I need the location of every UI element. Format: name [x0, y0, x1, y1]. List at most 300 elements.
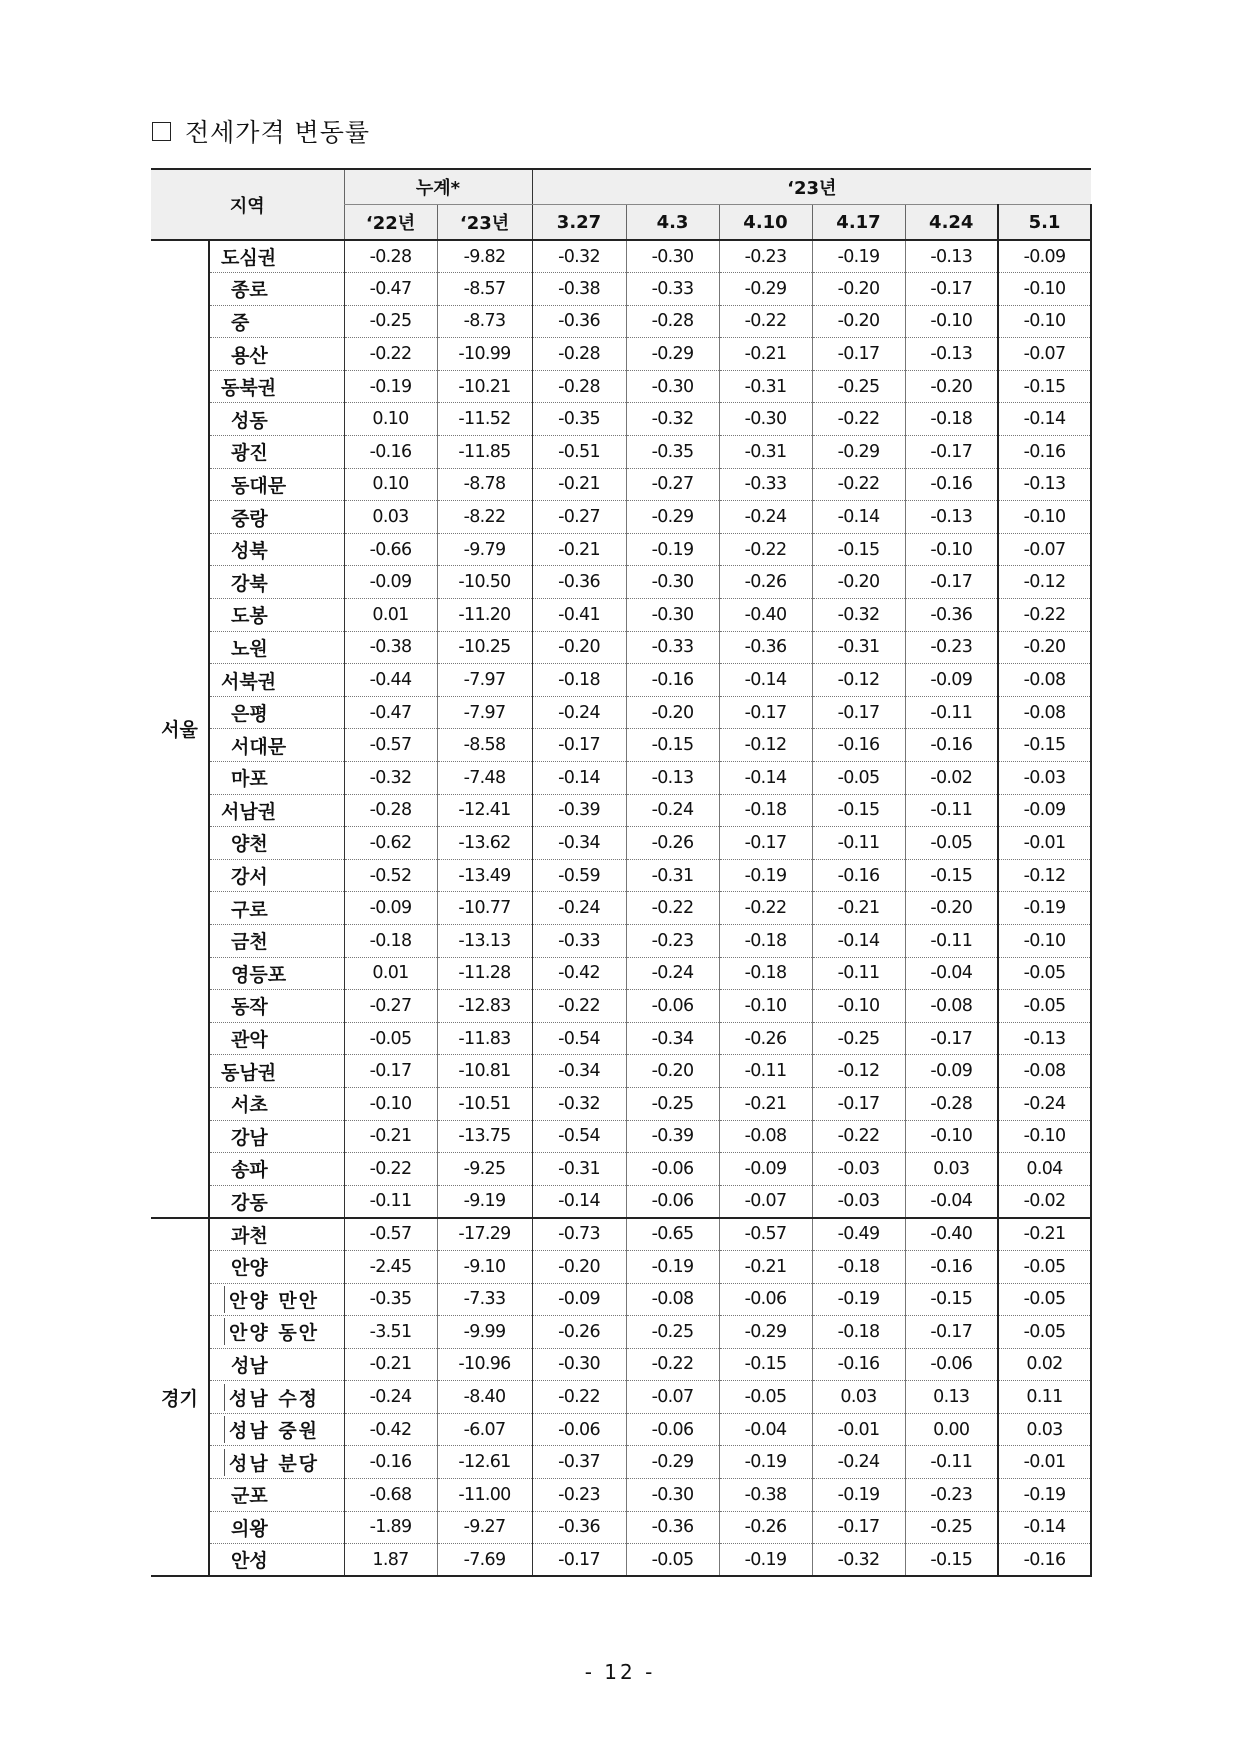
- header-week: 4.17: [812, 205, 905, 241]
- value-cell: -0.26: [719, 1511, 812, 1544]
- value-cell: -0.08: [626, 1283, 719, 1316]
- table-row: [151, 403, 1091, 436]
- value-cell: -0.33: [626, 631, 719, 664]
- value-cell: -7.69: [437, 1544, 532, 1577]
- value-cell: -0.05: [998, 957, 1091, 990]
- value-cell: -9.10: [437, 1250, 532, 1283]
- table-row: [151, 501, 1091, 534]
- region-name: 안성: [231, 1550, 268, 1573]
- value-cell: -0.17: [344, 1055, 437, 1088]
- value-cell: -0.17: [905, 273, 998, 306]
- value-cell: -0.33: [719, 468, 812, 501]
- region-name: 종로: [231, 279, 268, 302]
- region-name: 구로: [231, 898, 268, 921]
- region-name-cell: [209, 1250, 344, 1283]
- value-cell: -0.21: [719, 1087, 812, 1120]
- value-cell: -9.82: [437, 240, 532, 273]
- value-cell: -8.78: [437, 468, 532, 501]
- value-cell: 0.01: [344, 599, 437, 632]
- table-row: [151, 1511, 1091, 1544]
- value-cell: -0.17: [812, 1087, 905, 1120]
- table-row: [151, 1413, 1091, 1446]
- value-cell: -0.20: [532, 631, 626, 664]
- value-cell: -0.11: [812, 957, 905, 990]
- value-cell: -0.06: [905, 1348, 998, 1381]
- region-name-cell: [209, 1022, 344, 1055]
- region-name-cell: [209, 403, 344, 436]
- table-row: [151, 1283, 1091, 1316]
- value-cell: -9.19: [437, 1185, 532, 1218]
- region-name: 노원: [231, 637, 268, 660]
- header-week: 3.27: [532, 205, 626, 241]
- value-cell: -10.81: [437, 1055, 532, 1088]
- region-name-cell: [209, 436, 344, 469]
- value-cell: -0.13: [626, 762, 719, 795]
- value-cell: -17.29: [437, 1218, 532, 1251]
- value-cell: -0.23: [626, 924, 719, 957]
- value-cell: -0.11: [905, 1446, 998, 1479]
- value-cell: -0.62: [344, 827, 437, 860]
- value-cell: -0.13: [998, 1022, 1091, 1055]
- value-cell: -10.96: [437, 1348, 532, 1381]
- value-cell: -0.32: [812, 1544, 905, 1577]
- region-name: 중랑: [231, 507, 268, 530]
- value-cell: -0.31: [719, 436, 812, 469]
- value-cell: -9.79: [437, 533, 532, 566]
- value-cell: -0.42: [532, 957, 626, 990]
- value-cell: -0.24: [626, 957, 719, 990]
- header-region: 지역: [151, 169, 344, 240]
- value-cell: -0.23: [532, 1479, 626, 1512]
- value-cell: 0.03: [905, 1153, 998, 1186]
- value-cell: -0.14: [719, 762, 812, 795]
- value-cell: -0.12: [998, 566, 1091, 599]
- value-cell: -0.30: [626, 599, 719, 632]
- value-cell: -0.21: [344, 1120, 437, 1153]
- table-row: [151, 436, 1091, 469]
- region-name-cell: [209, 892, 344, 925]
- value-cell: 0.10: [344, 468, 437, 501]
- value-cell: -2.45: [344, 1250, 437, 1283]
- region-name: 안양: [231, 1257, 268, 1280]
- value-cell: -0.35: [532, 403, 626, 436]
- value-cell: -0.04: [905, 1185, 998, 1218]
- value-cell: -0.16: [626, 664, 719, 697]
- region-name-cell: [209, 827, 344, 860]
- value-cell: -0.09: [344, 892, 437, 925]
- value-cell: -0.25: [812, 370, 905, 403]
- table-row: [151, 566, 1091, 599]
- value-cell: -0.10: [344, 1087, 437, 1120]
- value-cell: -0.19: [812, 1283, 905, 1316]
- value-cell: -0.14: [532, 1185, 626, 1218]
- value-cell: -0.19: [626, 533, 719, 566]
- table-row: [151, 1544, 1091, 1577]
- value-cell: -0.38: [719, 1479, 812, 1512]
- value-cell: -13.62: [437, 827, 532, 860]
- value-cell: -0.21: [998, 1218, 1091, 1251]
- value-cell: -0.44: [344, 664, 437, 697]
- region-name: 강서: [231, 866, 268, 889]
- value-cell: 0.11: [998, 1381, 1091, 1414]
- value-cell: -0.16: [344, 436, 437, 469]
- value-cell: -0.34: [532, 827, 626, 860]
- table-row: [151, 859, 1091, 892]
- value-cell: -0.22: [626, 892, 719, 925]
- region-name-cell: [209, 370, 344, 403]
- region-name: 안양 만안: [224, 1286, 319, 1313]
- value-cell: -3.51: [344, 1316, 437, 1349]
- section-title: [152, 113, 370, 149]
- value-cell: -0.03: [998, 762, 1091, 795]
- value-cell: -0.30: [626, 240, 719, 273]
- value-cell: -0.11: [719, 1055, 812, 1088]
- value-cell: -0.21: [344, 1348, 437, 1381]
- value-cell: -0.68: [344, 1479, 437, 1512]
- value-cell: -0.18: [719, 924, 812, 957]
- value-cell: -0.04: [905, 957, 998, 990]
- value-cell: -0.32: [532, 1087, 626, 1120]
- region-name: 도봉: [231, 605, 268, 628]
- value-cell: -0.22: [719, 533, 812, 566]
- value-cell: -0.13: [905, 501, 998, 534]
- value-cell: -0.18: [719, 794, 812, 827]
- region-name-cell: [209, 599, 344, 632]
- region-name-cell: [209, 1511, 344, 1544]
- value-cell: -0.32: [626, 403, 719, 436]
- value-cell: -0.47: [344, 273, 437, 306]
- value-cell: -0.08: [719, 1120, 812, 1153]
- value-cell: -0.24: [719, 501, 812, 534]
- value-cell: -0.36: [532, 305, 626, 338]
- value-cell: -0.16: [812, 729, 905, 762]
- table-row: [151, 794, 1091, 827]
- region-name-cell: [209, 794, 344, 827]
- region-name-cell: [209, 859, 344, 892]
- table-row: [151, 1218, 1091, 1251]
- value-cell: -0.05: [998, 1316, 1091, 1349]
- value-cell: -11.00: [437, 1479, 532, 1512]
- region-name: 성동: [231, 409, 268, 432]
- value-cell: -0.06: [719, 1283, 812, 1316]
- value-cell: -0.24: [532, 696, 626, 729]
- value-cell: 0.03: [812, 1381, 905, 1414]
- value-cell: -0.20: [905, 370, 998, 403]
- value-cell: -0.20: [905, 892, 998, 925]
- region-name-cell: [209, 1544, 344, 1577]
- value-cell: -0.30: [626, 1479, 719, 1512]
- region-name-cell: [209, 1087, 344, 1120]
- region-name: 강남: [231, 1126, 268, 1149]
- value-cell: -0.51: [532, 436, 626, 469]
- value-cell: -0.22: [719, 892, 812, 925]
- value-cell: -0.05: [719, 1381, 812, 1414]
- table-row: [151, 827, 1091, 860]
- region-name: 서초: [231, 1094, 268, 1117]
- value-cell: -0.35: [344, 1283, 437, 1316]
- header-week: 4.3: [626, 205, 719, 241]
- value-cell: -0.06: [626, 1153, 719, 1186]
- region-name-cell: [209, 1185, 344, 1218]
- value-cell: -0.10: [905, 1120, 998, 1153]
- value-cell: -10.99: [437, 338, 532, 371]
- value-cell: -13.13: [437, 924, 532, 957]
- table-row: [151, 762, 1091, 795]
- region-group-label: 경기: [151, 1218, 209, 1577]
- value-cell: -0.20: [812, 273, 905, 306]
- value-cell: -0.15: [998, 370, 1091, 403]
- value-cell: -0.26: [719, 566, 812, 599]
- value-cell: -0.49: [812, 1218, 905, 1251]
- region-name-cell: [209, 1348, 344, 1381]
- table-row: [151, 1446, 1091, 1479]
- table-row: [151, 1120, 1091, 1153]
- header-week: 5.1: [998, 205, 1091, 241]
- value-cell: -0.07: [998, 338, 1091, 371]
- value-cell: -0.36: [905, 599, 998, 632]
- value-cell: -0.09: [905, 1055, 998, 1088]
- region-name: 마포: [231, 768, 268, 791]
- region-name: 성남: [231, 1354, 268, 1377]
- value-cell: -0.06: [626, 1185, 719, 1218]
- value-cell: -0.42: [344, 1413, 437, 1446]
- value-cell: -8.40: [437, 1381, 532, 1414]
- value-cell: -0.36: [532, 566, 626, 599]
- value-cell: -0.14: [532, 762, 626, 795]
- region-name: 성남 분당: [224, 1449, 319, 1476]
- region-name-cell: [209, 1381, 344, 1414]
- value-cell: -0.06: [626, 1413, 719, 1446]
- region-name-cell: [209, 1446, 344, 1479]
- value-cell: -0.19: [812, 1479, 905, 1512]
- value-cell: -0.08: [998, 696, 1091, 729]
- region-name: 안양 동안: [224, 1318, 319, 1345]
- value-cell: -0.05: [905, 827, 998, 860]
- value-cell: -0.14: [812, 501, 905, 534]
- value-cell: -9.99: [437, 1316, 532, 1349]
- value-cell: -0.10: [998, 305, 1091, 338]
- value-cell: -0.15: [626, 729, 719, 762]
- value-cell: -0.14: [719, 664, 812, 697]
- value-cell: -0.33: [532, 924, 626, 957]
- region-group-label: 서울: [151, 240, 209, 1218]
- value-cell: -0.21: [532, 533, 626, 566]
- value-cell: -0.06: [626, 990, 719, 1023]
- value-cell: -0.17: [812, 338, 905, 371]
- value-cell: -0.40: [905, 1218, 998, 1251]
- value-cell: -0.11: [905, 696, 998, 729]
- value-cell: -0.17: [812, 1511, 905, 1544]
- value-cell: -0.31: [532, 1153, 626, 1186]
- value-cell: -0.01: [812, 1413, 905, 1446]
- value-cell: -0.17: [905, 1316, 998, 1349]
- value-cell: -0.27: [532, 501, 626, 534]
- region-name-cell: [209, 1153, 344, 1186]
- value-cell: -0.39: [532, 794, 626, 827]
- value-cell: -0.22: [812, 1120, 905, 1153]
- value-cell: -0.07: [719, 1185, 812, 1218]
- value-cell: -0.10: [998, 1120, 1091, 1153]
- value-cell: -0.05: [344, 1022, 437, 1055]
- value-cell: -0.21: [532, 468, 626, 501]
- value-cell: -0.18: [532, 664, 626, 697]
- region-name: 양천: [231, 833, 268, 856]
- value-cell: -0.17: [905, 1022, 998, 1055]
- region-name-cell: [209, 1283, 344, 1316]
- value-cell: -0.19: [812, 240, 905, 273]
- region-name-cell: [209, 305, 344, 338]
- value-cell: -0.18: [812, 1316, 905, 1349]
- value-cell: -0.05: [812, 762, 905, 795]
- value-cell: -0.11: [905, 924, 998, 957]
- value-cell: -0.19: [998, 892, 1091, 925]
- value-cell: -8.57: [437, 273, 532, 306]
- value-cell: -0.11: [905, 794, 998, 827]
- value-cell: -0.73: [532, 1218, 626, 1251]
- value-cell: -0.57: [344, 729, 437, 762]
- value-cell: -0.17: [905, 436, 998, 469]
- value-cell: -7.97: [437, 696, 532, 729]
- value-cell: -0.36: [532, 1511, 626, 1544]
- value-cell: -0.15: [812, 533, 905, 566]
- header-week: 4.10: [719, 205, 812, 241]
- value-cell: -0.26: [719, 1022, 812, 1055]
- value-cell: -0.28: [344, 794, 437, 827]
- value-cell: -0.29: [626, 338, 719, 371]
- region-name-cell: [209, 338, 344, 371]
- value-cell: -10.77: [437, 892, 532, 925]
- value-cell: -12.83: [437, 990, 532, 1023]
- region-name-cell: [209, 240, 344, 273]
- value-cell: -0.19: [719, 1544, 812, 1577]
- table-row: [151, 892, 1091, 925]
- value-cell: 0.03: [998, 1413, 1091, 1446]
- region-name-cell: [209, 696, 344, 729]
- value-cell: 0.01: [344, 957, 437, 990]
- value-cell: -0.30: [719, 403, 812, 436]
- value-cell: -0.24: [344, 1381, 437, 1414]
- value-cell: -0.10: [812, 990, 905, 1023]
- value-cell: -0.25: [344, 305, 437, 338]
- value-cell: -0.16: [905, 468, 998, 501]
- value-cell: -0.20: [532, 1250, 626, 1283]
- table-row: [151, 240, 1091, 273]
- value-cell: -0.29: [719, 273, 812, 306]
- value-cell: -0.06: [532, 1413, 626, 1446]
- table-row: [151, 1250, 1091, 1283]
- value-cell: -0.26: [626, 827, 719, 860]
- value-cell: -0.10: [998, 501, 1091, 534]
- value-cell: -0.13: [905, 338, 998, 371]
- value-cell: 0.03: [344, 501, 437, 534]
- value-cell: -0.20: [626, 696, 719, 729]
- region-name-cell: [209, 1120, 344, 1153]
- value-cell: -0.40: [719, 599, 812, 632]
- value-cell: -0.20: [812, 566, 905, 599]
- value-cell: -0.15: [905, 859, 998, 892]
- value-cell: -0.30: [626, 566, 719, 599]
- value-cell: -0.17: [532, 1544, 626, 1577]
- table-row: [151, 338, 1091, 371]
- value-cell: -0.22: [344, 338, 437, 371]
- value-cell: -0.20: [626, 1055, 719, 1088]
- table-row: [151, 664, 1091, 697]
- value-cell: -0.11: [344, 1185, 437, 1218]
- value-cell: -0.17: [532, 729, 626, 762]
- value-cell: -0.09: [344, 566, 437, 599]
- region-name-cell: [209, 566, 344, 599]
- value-cell: -0.21: [719, 1250, 812, 1283]
- value-cell: 1.87: [344, 1544, 437, 1577]
- value-cell: -0.37: [532, 1446, 626, 1479]
- page-number: - 12 -: [584, 1660, 656, 1684]
- region-name: 관악: [231, 1029, 268, 1052]
- table-row: [151, 1479, 1091, 1512]
- value-cell: -0.34: [626, 1022, 719, 1055]
- value-cell: -0.16: [998, 1544, 1091, 1577]
- value-cell: -0.14: [998, 1511, 1091, 1544]
- value-cell: -0.23: [719, 240, 812, 273]
- table-row: [151, 924, 1091, 957]
- table-row: [151, 533, 1091, 566]
- region-name: 강동: [231, 1191, 268, 1214]
- value-cell: -0.31: [719, 370, 812, 403]
- table-row: [151, 1055, 1091, 1088]
- region-name-cell: [209, 990, 344, 1023]
- value-cell: -0.23: [905, 631, 998, 664]
- value-cell: 0.00: [905, 1413, 998, 1446]
- value-cell: -0.28: [626, 305, 719, 338]
- value-cell: -9.27: [437, 1511, 532, 1544]
- value-cell: -0.33: [626, 273, 719, 306]
- value-cell: -0.39: [626, 1120, 719, 1153]
- value-cell: -0.05: [998, 1250, 1091, 1283]
- value-cell: -0.41: [532, 599, 626, 632]
- region-name: 서남권: [221, 800, 277, 823]
- value-cell: -0.12: [998, 859, 1091, 892]
- value-cell: -0.15: [905, 1544, 998, 1577]
- region-name-cell: [209, 1218, 344, 1251]
- table-row: [151, 599, 1091, 632]
- value-cell: -0.18: [344, 924, 437, 957]
- value-cell: -0.25: [905, 1511, 998, 1544]
- value-cell: -0.09: [905, 664, 998, 697]
- region-name: 영등포: [231, 963, 287, 986]
- value-cell: -0.35: [626, 436, 719, 469]
- value-cell: -0.09: [998, 794, 1091, 827]
- value-cell: -7.97: [437, 664, 532, 697]
- table-row: [151, 696, 1091, 729]
- value-cell: -0.17: [905, 566, 998, 599]
- header-cum-23: ‘23년: [437, 205, 532, 241]
- table-body: [151, 240, 1091, 1576]
- region-name-cell: [209, 1316, 344, 1349]
- value-cell: -0.15: [812, 794, 905, 827]
- value-cell: -0.59: [532, 859, 626, 892]
- value-cell: -0.54: [532, 1120, 626, 1153]
- value-cell: -0.26: [532, 1316, 626, 1349]
- region-name: 과천: [231, 1224, 268, 1247]
- value-cell: -0.28: [905, 1087, 998, 1120]
- value-cell: -0.22: [719, 305, 812, 338]
- value-cell: -11.85: [437, 436, 532, 469]
- value-cell: -0.30: [626, 370, 719, 403]
- value-cell: -0.05: [998, 990, 1091, 1023]
- value-cell: -0.16: [812, 859, 905, 892]
- value-cell: -11.28: [437, 957, 532, 990]
- table-row: [151, 631, 1091, 664]
- region-name: 은평: [231, 703, 268, 726]
